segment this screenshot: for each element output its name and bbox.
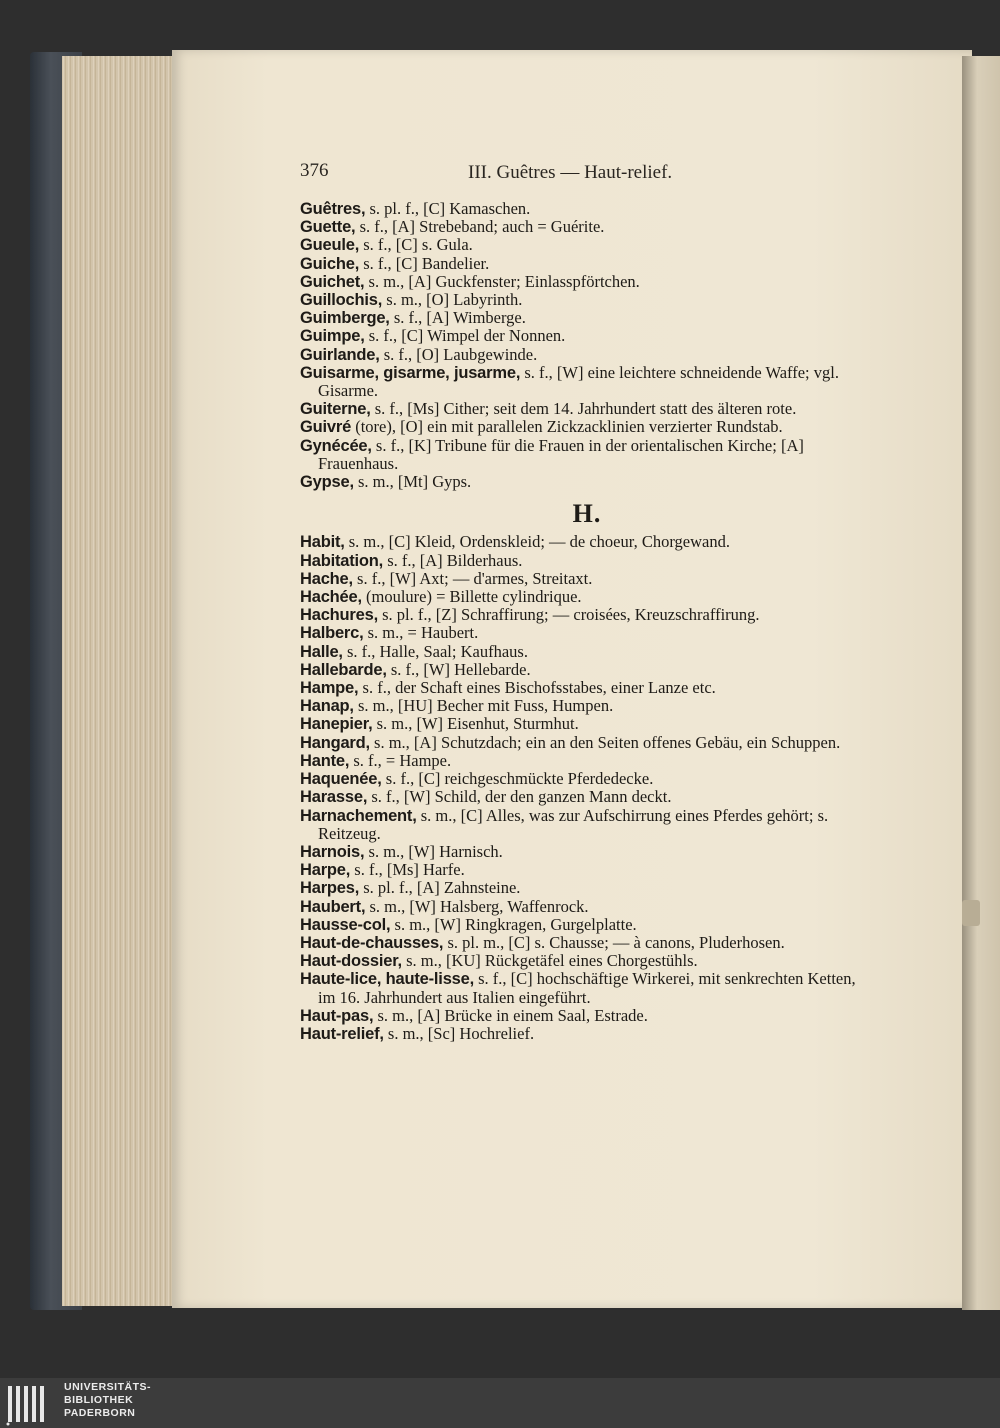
library-logo-icon (4, 1380, 58, 1426)
dictionary-entry (300, 437, 874, 473)
dictionary-entry (300, 861, 874, 879)
dictionary-entry (300, 418, 874, 436)
entry-definition: s. m., [W] Halsberg, Waffenrock. (365, 896, 589, 916)
dictionary-entry (300, 552, 874, 570)
entry-definition: s. f., [C] Bandelier. (359, 253, 490, 273)
dictionary-entry (300, 697, 874, 715)
dictionary-entry (300, 606, 874, 624)
entry-definition: s. f., [W] Schild, der den ganzen Mann deckt. (367, 787, 672, 807)
entry-headword: Hante, (300, 751, 350, 770)
entries-g (300, 200, 874, 491)
page-clip (962, 900, 980, 926)
entry-headword: Halberc, (300, 624, 364, 643)
facing-page-edge (962, 56, 1000, 1310)
entry-definition: s. m., [C] Alles, was zur Aufschirrung eines Pferdes gehört; s. Reitzeug. (318, 805, 829, 843)
entry-definition: s. pl. f., [Z] Schraffirung; — croisées, Kreuzschraffirung. (378, 605, 760, 625)
running-title: III. Guêtres — Haut-relief. (468, 162, 673, 183)
entry-definition: (moulure) = Billette cylindrique. (361, 587, 582, 607)
entry-definition: s. f., [C] s. Gula. (359, 235, 473, 255)
dictionary-entry (300, 788, 874, 806)
library-footer (0, 1378, 1000, 1428)
entry-definition: s. f., [A] Strebeband; auch = Guérite. (355, 217, 605, 237)
entry-headword: Gypse, (300, 473, 354, 492)
entry-headword: Habitation, (300, 551, 384, 570)
entry-headword: Hachures, (300, 606, 378, 625)
entry-headword: Guêtres, (300, 200, 366, 218)
entry-headword: Hanepier, (300, 715, 373, 734)
dictionary-entry (300, 661, 874, 679)
entry-definition: s. f., der Schaft eines Bischofsstabes, einer Lanze etc. (358, 678, 716, 698)
entry-headword: Habit, (300, 533, 345, 552)
dictionary-entry (300, 1007, 874, 1025)
dictionary-entry (300, 734, 874, 752)
entry-definition: s. m., [A] Schutzdach; ein an den Seiten offenes Gebäu, ein Schuppen. (369, 732, 841, 752)
entry-definition: s. m., [A] Brücke in einem Saal, Estrade. (373, 1005, 648, 1025)
dictionary-entry (300, 309, 874, 327)
logo-line-2: BIBLIOTHEK (64, 1394, 134, 1406)
entry-definition: s. f., [Ms] Harfe. (350, 860, 465, 880)
entry-headword: Guimpe, (300, 327, 365, 346)
dictionary-entry (300, 473, 874, 491)
logo-line-3: PADERBORN (64, 1407, 136, 1419)
entry-headword: Haubert, (300, 897, 366, 916)
entry-headword: Gynécée, (300, 436, 372, 455)
dictionary-entry (300, 255, 874, 273)
dictionary-entry (300, 236, 874, 254)
entry-definition: s. pl. m., [C] s. Chausse; — à canons, Pluderhosen. (443, 932, 785, 952)
dictionary-entry (300, 346, 874, 364)
dictionary-entry (300, 843, 874, 861)
entry-definition: s. f., [C] hochschäftige Wirkerei, mit senkrechten Ketten, im 16. Jahrhundert aus Italien eingeführt. (318, 969, 856, 1007)
entry-headword: Harnois, (300, 842, 365, 861)
dictionary-entry (300, 327, 874, 345)
entry-definition: s. f., [W] Hellebarde. (386, 659, 531, 679)
entry-definition: s. m., [W] Eisenhut, Sturmhut. (372, 714, 579, 734)
dictionary-entry (300, 364, 874, 400)
dictionary-entry (300, 291, 874, 309)
entry-definition: s. pl. f., [C] Kamaschen. (365, 199, 531, 218)
entry-headword: Hallebarde, (300, 660, 387, 679)
dictionary-entry (300, 570, 874, 588)
dictionary-entry (300, 952, 874, 970)
dictionary-entry (300, 879, 874, 897)
entry-definition: s. m., [A] Guckfenster; Einlasspförtchen. (364, 271, 640, 291)
entries-h (300, 533, 874, 1043)
dictionary-entry (300, 970, 874, 1006)
dictionary-entry (300, 218, 874, 236)
entry-definition: s. f., = Hampe. (349, 750, 452, 770)
entry-headword: Hampe, (300, 679, 359, 698)
dictionary-entry (300, 200, 874, 218)
entry-headword: Haquenée, (300, 770, 382, 789)
entry-headword: Harnachement, (300, 806, 417, 825)
entry-headword: Haut-pas, (300, 1006, 374, 1025)
dictionary-entry (300, 752, 874, 770)
entry-headword: Hache, (300, 569, 353, 588)
page-header (300, 160, 700, 190)
dictionary-entry (300, 588, 874, 606)
entry-headword: Harpe, (300, 861, 351, 880)
entry-definition: s. m., [KU] Rückgetäfel eines Chorgestühls. (401, 951, 698, 971)
dictionary-entry (300, 934, 874, 952)
entry-definition: s. m., = Haubert. (363, 623, 479, 643)
logo-line-1: UNIVERSITÄTS- (64, 1381, 152, 1393)
entry-headword: Guette, (300, 218, 356, 237)
entry-definition: s. f., [C] reichgeschmückte Pferdedecke. (381, 769, 654, 789)
entry-definition: (tore), [O] ein mit parallelen Zickzacklinien verzierter Rundstab. (351, 417, 783, 437)
dictionary-entry (300, 807, 874, 843)
entry-definition: s. f., [O] Laubgewinde. (379, 344, 538, 364)
section-heading: H. (572, 499, 602, 529)
entry-definition: s. m., [W] Harnisch. (364, 841, 503, 861)
entry-headword: Haut-de-chausses, (300, 933, 444, 952)
entry-headword: Guirlande, (300, 345, 380, 364)
entry-headword: Haut-dossier, (300, 952, 402, 971)
entry-definition: s. f., [Ms] Cither; seit dem 14. Jahrhundert statt des älteren rote. (370, 399, 797, 419)
dictionary-entry (300, 679, 874, 697)
dictionary-entry (300, 770, 874, 788)
dictionary-entry (300, 898, 874, 916)
entry-definition: s. m., [HU] Becher mit Fuss, Humpen. (353, 696, 614, 716)
dictionary-entry (300, 273, 874, 291)
entry-headword: Harpes, (300, 879, 360, 898)
entry-headword: Guivré (300, 418, 352, 437)
entry-headword: Guiterne, (300, 400, 371, 419)
dictionary-entry (300, 533, 874, 551)
entry-definition: s. m., [O] Labyrinth. (382, 290, 523, 310)
page-number: 376 (300, 160, 329, 181)
entry-headword: Haut-relief, (300, 1024, 384, 1043)
entry-headword: Hanap, (300, 697, 354, 716)
entry-definition: s. f., [C] Wimpel der Nonnen. (364, 326, 566, 346)
entry-headword: Hausse-col, (300, 915, 391, 934)
dictionary-entry (300, 400, 874, 418)
dictionary-entry (300, 624, 874, 642)
entry-headword: Hachée, (300, 588, 362, 607)
entry-headword: Hangard, (300, 733, 370, 752)
entry-definition: s. f., Halle, Saal; Kaufhaus. (342, 641, 528, 661)
dictionary-entry (300, 1025, 874, 1043)
page-edges (62, 56, 182, 1306)
entry-headword: Halle, (300, 642, 343, 661)
entry-headword: Guiche, (300, 254, 360, 273)
entry-headword: Guimberge, (300, 309, 390, 328)
entry-definition: s. m., [W] Ringkragen, Gurgelplatte. (390, 914, 637, 934)
entry-definition: s. m., [Mt] Gyps. (353, 472, 472, 492)
entry-definition: s. f., [W] Axt; — d'armes, Streitaxt. (352, 568, 593, 588)
library-logo-text (64, 1381, 151, 1420)
entry-headword: Gueule, (300, 236, 360, 255)
entry-headword: Guillochis, (300, 291, 383, 310)
dictionary-entries (300, 200, 874, 1043)
entry-definition: s. m., [C] Kleid, Ordenskleid; — de choeur, Chorgewand. (344, 532, 730, 552)
entry-definition: s. f., [A] Bilderhaus. (383, 550, 523, 570)
entry-definition: s. f., [K] Tribune für die Frauen in der orientalischen Kirche; [A] Frauenhaus. (318, 435, 804, 473)
entry-headword: Guichet, (300, 272, 365, 291)
entry-definition: s. f., [A] Wimberge. (389, 308, 526, 328)
entry-headword: Harasse, (300, 788, 368, 807)
dictionary-entry (300, 916, 874, 934)
dictionary-entry (300, 643, 874, 661)
entry-definition: s. pl. f., [A] Zahnsteine. (359, 878, 521, 898)
entry-headword: Guisarme, gisarme, jusarme, (300, 363, 521, 382)
dictionary-entry (300, 715, 874, 733)
entry-headword: Haute-lice, haute-lisse, (300, 970, 475, 989)
entry-definition: s. m., [Sc] Hochrelief. (383, 1023, 535, 1043)
entry-definition: s. f., [W] eine leichtere schneidende Waffe; vgl. Gisarme. (318, 362, 839, 401)
